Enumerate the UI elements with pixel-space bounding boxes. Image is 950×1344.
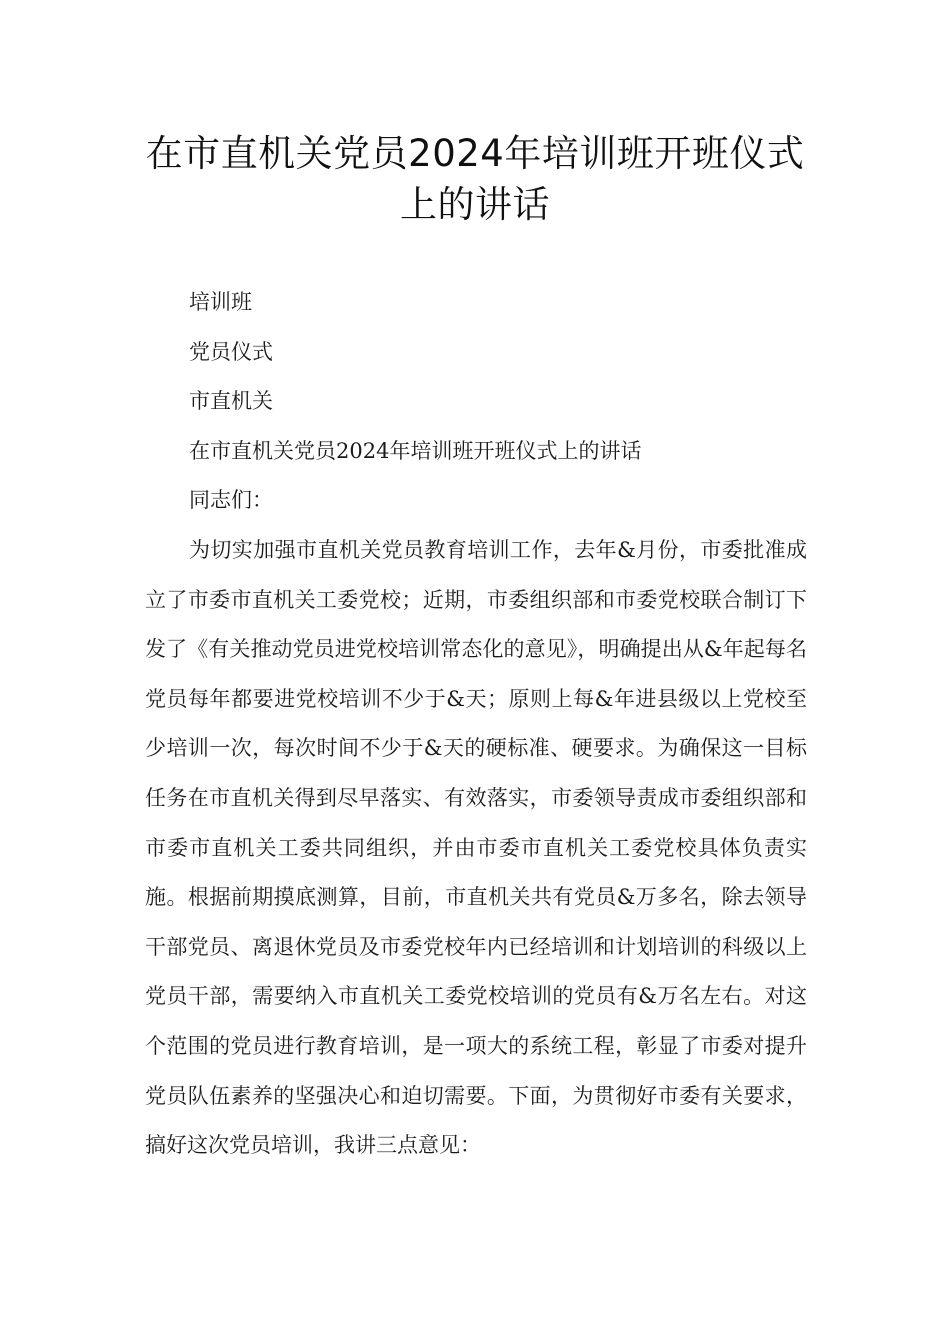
salutation: 同志们： bbox=[189, 488, 273, 513]
body-paragraph: 为切实加强市直机关党员教育培训工作，去年&月份，市委批准成立了市委市直机关工委党校；近期，市委组织部和市委党校联合制订下发了《有关推动党员进党校培训常态化的意见》，明确提出从&年起每名党员每年都要进党校培训不少于&天；原则上每&年进县级以上党校至少培训一次，每次时间不少于&天的硬标准、硬要求。为确保这一目标任务在市直机关得到尽早落实、有效落实，市委领导责成市委组织部和市委市直机关工委共同组织，并由市委市直机关工委党校具体负责实施。根据前期摸底测算，目前，市直机关共有党员&万多名，除去领导干部党员、离退休党员及市委党校年内已经培训和计划培训的科级以上党员干部，需要纳入市直机关工委党校培训的党员有&万名左右。对这个范围的党员进行教育培训，是一项大的系统工程，彰显了市委对提升党员队伍素养的坚强决心和迫切需要。下面，为贯彻好市委有关要求，搞好这次党员培训，我讲三点意见： bbox=[145, 537, 807, 1158]
keyword-line: 党员仪式 bbox=[189, 339, 273, 364]
document-body bbox=[145, 278, 807, 1171]
speech-subtitle: 在市直机关党员2024年培训班开班仪式上的讲话 bbox=[189, 438, 642, 463]
keyword-line: 培训班 bbox=[189, 290, 252, 314]
document-title: 在市直机关党员2024年培训班开班仪式上的讲话 bbox=[145, 132, 805, 226]
keyword-line: 市直机关 bbox=[189, 389, 273, 414]
